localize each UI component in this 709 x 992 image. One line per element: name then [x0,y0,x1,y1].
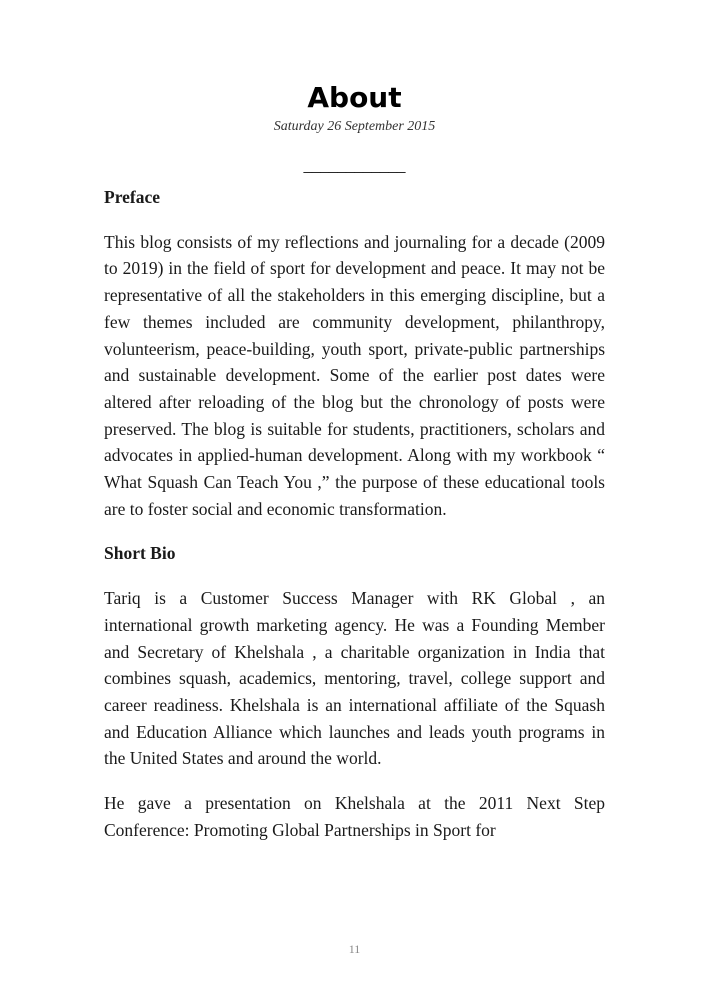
separator-line: ____________ [303,156,406,175]
bio-paragraph-2: He gave a presentation on Khelshala at the 2011 Next Step Conference: Promoting Global Partnerships in Sport for [104,793,605,840]
bio-paragraph-1: Tariq is a Customer Success Manager with RK Global , an international growth marketing agency. He was a Founding Member and Secretary of Khelshala , a charitable organization in India that combines squash, academics, mentoring, travel, college support and career readiness. Khelshala is an international affiliate of the Squash and Education Alliance which launches and leads youth programs in the United States and around the world. [104,588,605,769]
post-date: Saturday 26 September 2015 [273,119,436,134]
section-heading-short-bio: Short Bio [104,543,176,564]
section-heading-preface: Preface [104,187,161,207]
page-title: About [307,81,402,114]
page-number: 11 [348,942,361,956]
document-body [104,184,605,861]
preface-paragraph: This blog consists of my reflections and journaling for a decade (2009 to 2019) in the field of sport for development and peace. It may not be representative of all the stakeholders in this emerging discipline, but a few themes included are community development, philanthropy, volunteerism, peace-building, youth sport, private-public partnerships and sustainable development. Some of the earlier post dates were altered after reloading of the blog but the chronology of posts were preserved. The blog is suitable for students, practitioners, scholars and advocates in applied-human development. Along with my workbook “ What Squash Can Teach You ,” the purpose of these educational tools are to foster social and economic transformation. [104,231,605,519]
